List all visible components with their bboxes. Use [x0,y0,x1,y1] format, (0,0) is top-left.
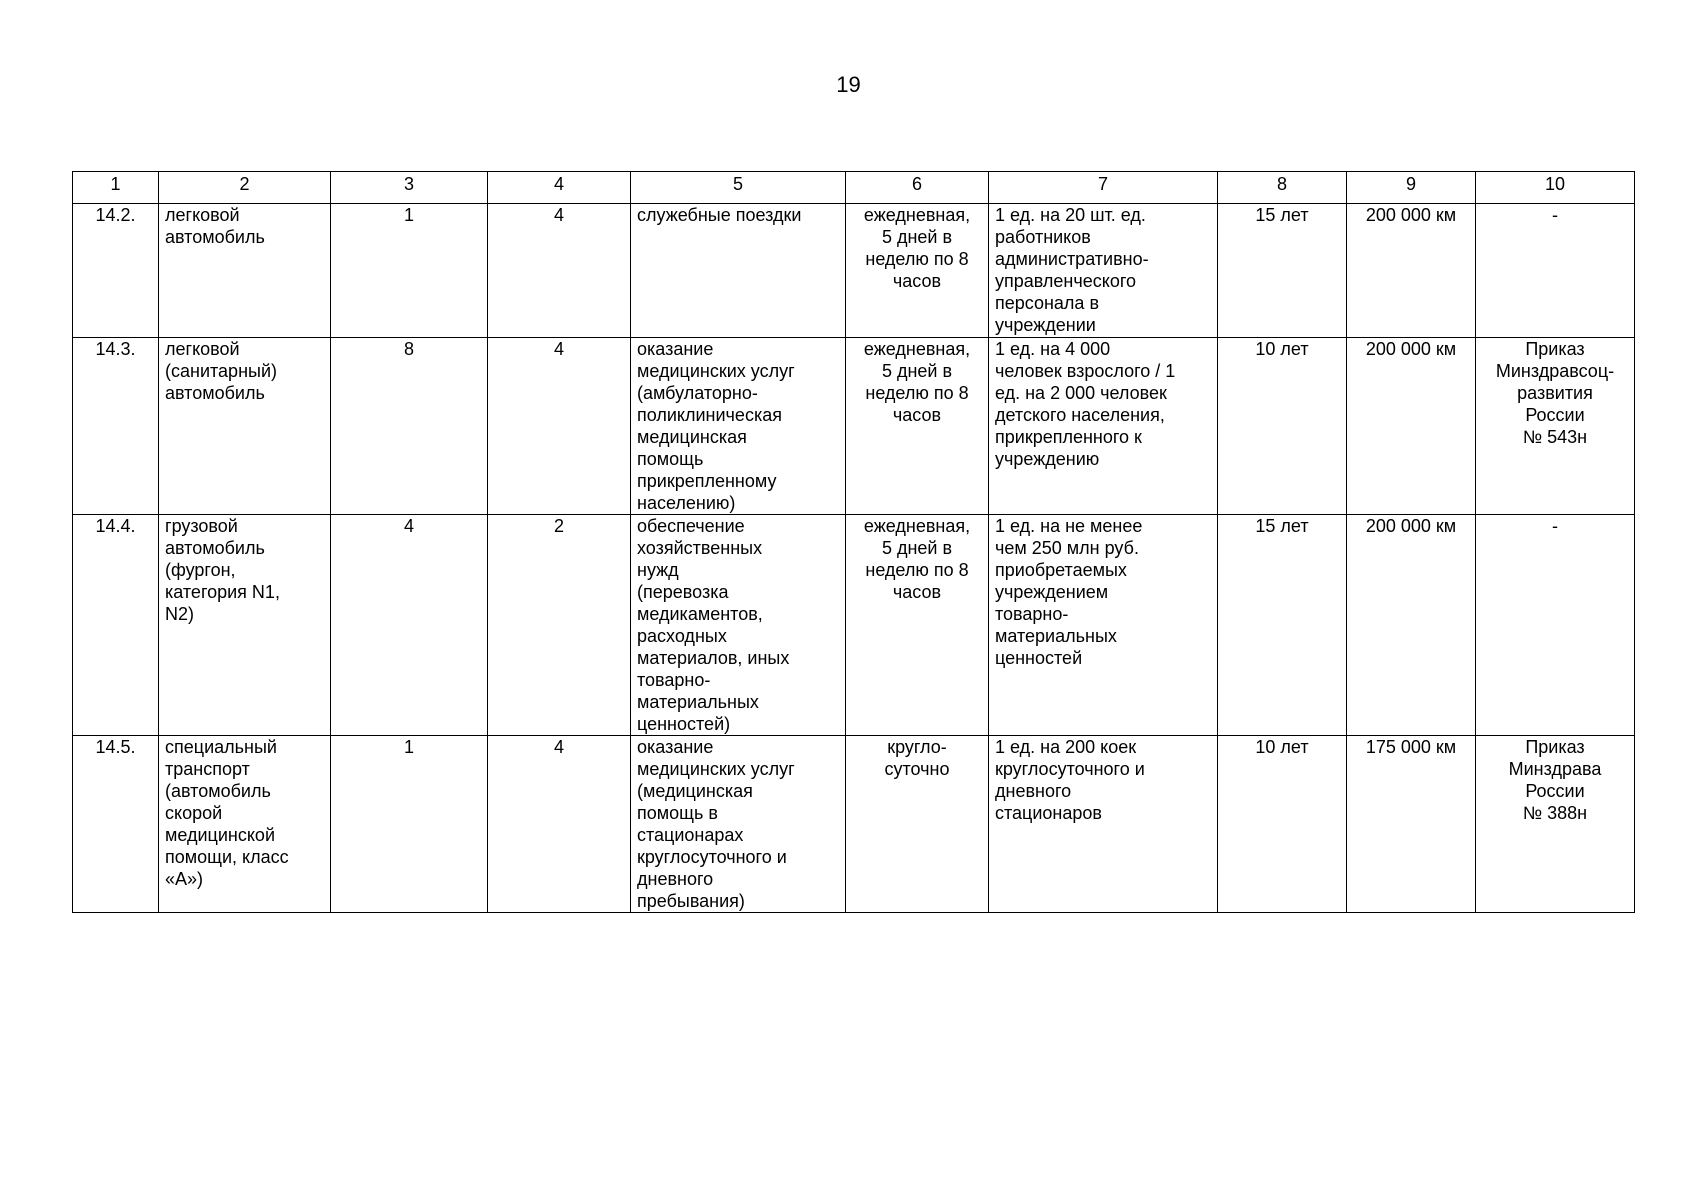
purpose-cell: служебные поездки [631,204,846,338]
quantity-cell: 1 [331,736,488,913]
purpose-cell: оказание медицинских услуг (амбулаторно- поликлиническая медицинская помощь прикрепленному населению) [631,338,846,515]
usage-mode-cell: ежедневная, 5 дней в неделю по 8 часов [846,338,989,515]
mileage-cell: 200 000 км [1347,204,1476,338]
service-life-cell: 15 лет [1218,515,1347,736]
row-number-cell: 14.5. [73,736,159,913]
norm-cell: 1 ед. на не менее чем 250 млн руб. приобретаемых учреждением товарно- материальных ценностей [989,515,1218,736]
table-row [73,204,1635,338]
service-life-cell: 15 лет [1218,204,1347,338]
legal-basis-cell: Приказ Минздрава России № 388н [1476,736,1635,913]
table-row [73,515,1635,736]
value-cell: 4 [488,736,631,913]
vehicle-type-cell: легковой автомобиль [159,204,331,338]
vehicle-type-cell: легковой (санитарный) автомобиль [159,338,331,515]
norm-cell: 1 ед. на 20 шт. ед. работников административно- управленческого персонала в учреждении [989,204,1218,338]
page-number: 19 [836,72,861,97]
legal-basis-cell: - [1476,515,1635,736]
usage-mode-cell: ежедневная, 5 дней в неделю по 8 часов [846,515,989,736]
quantity-cell: 4 [331,515,488,736]
purpose-cell: оказание медицинских услуг (медицинская помощь в стационарах круглосуточного и дневного пребывания) [631,736,846,913]
value-cell: 4 [488,338,631,515]
row-number-cell: 14.2. [73,204,159,338]
table-row [73,736,1635,913]
vehicle-norms-table [72,171,1635,913]
usage-mode-cell: ежедневная, 5 дней в неделю по 8 часов [846,204,989,338]
purpose-cell: обеспечение хозяйственных нужд (перевозка медикаментов, расходных материалов, иных товарно- материальных ценностей) [631,515,846,736]
column-header: 8 [1218,172,1347,204]
norm-cell: 1 ед. на 200 коек круглосуточного и дневного стационаров [989,736,1218,913]
value-cell: 2 [488,515,631,736]
table-header-row [73,172,1635,204]
table-row [73,338,1635,515]
vehicle-type-cell: грузовой автомобиль (фургон, категория N1, N2) [159,515,331,736]
mileage-cell: 200 000 км [1347,338,1476,515]
column-header: 2 [159,172,331,204]
quantity-cell: 8 [331,338,488,515]
row-number-cell: 14.3. [73,338,159,515]
usage-mode-cell: кругло- суточно [846,736,989,913]
column-header: 1 [73,172,159,204]
column-header: 10 [1476,172,1635,204]
column-header: 9 [1347,172,1476,204]
column-header: 7 [989,172,1218,204]
legal-basis-cell: Приказ Минздравсоц- развития России № 543н [1476,338,1635,515]
row-number-cell: 14.4. [73,515,159,736]
column-header: 4 [488,172,631,204]
service-life-cell: 10 лет [1218,736,1347,913]
value-cell: 4 [488,204,631,338]
column-header: 5 [631,172,846,204]
legal-basis-cell: - [1476,204,1635,338]
service-life-cell: 10 лет [1218,338,1347,515]
quantity-cell: 1 [331,204,488,338]
mileage-cell: 175 000 км [1347,736,1476,913]
column-header: 6 [846,172,989,204]
vehicle-type-cell: специальный транспорт (автомобиль скорой медицинской помощи, класс «А») [159,736,331,913]
column-header: 3 [331,172,488,204]
norm-cell: 1 ед. на 4 000 человек взрослого / 1 ед. на 2 000 человек детского населения, прикрепленного к учреждению [989,338,1218,515]
mileage-cell: 200 000 км [1347,515,1476,736]
